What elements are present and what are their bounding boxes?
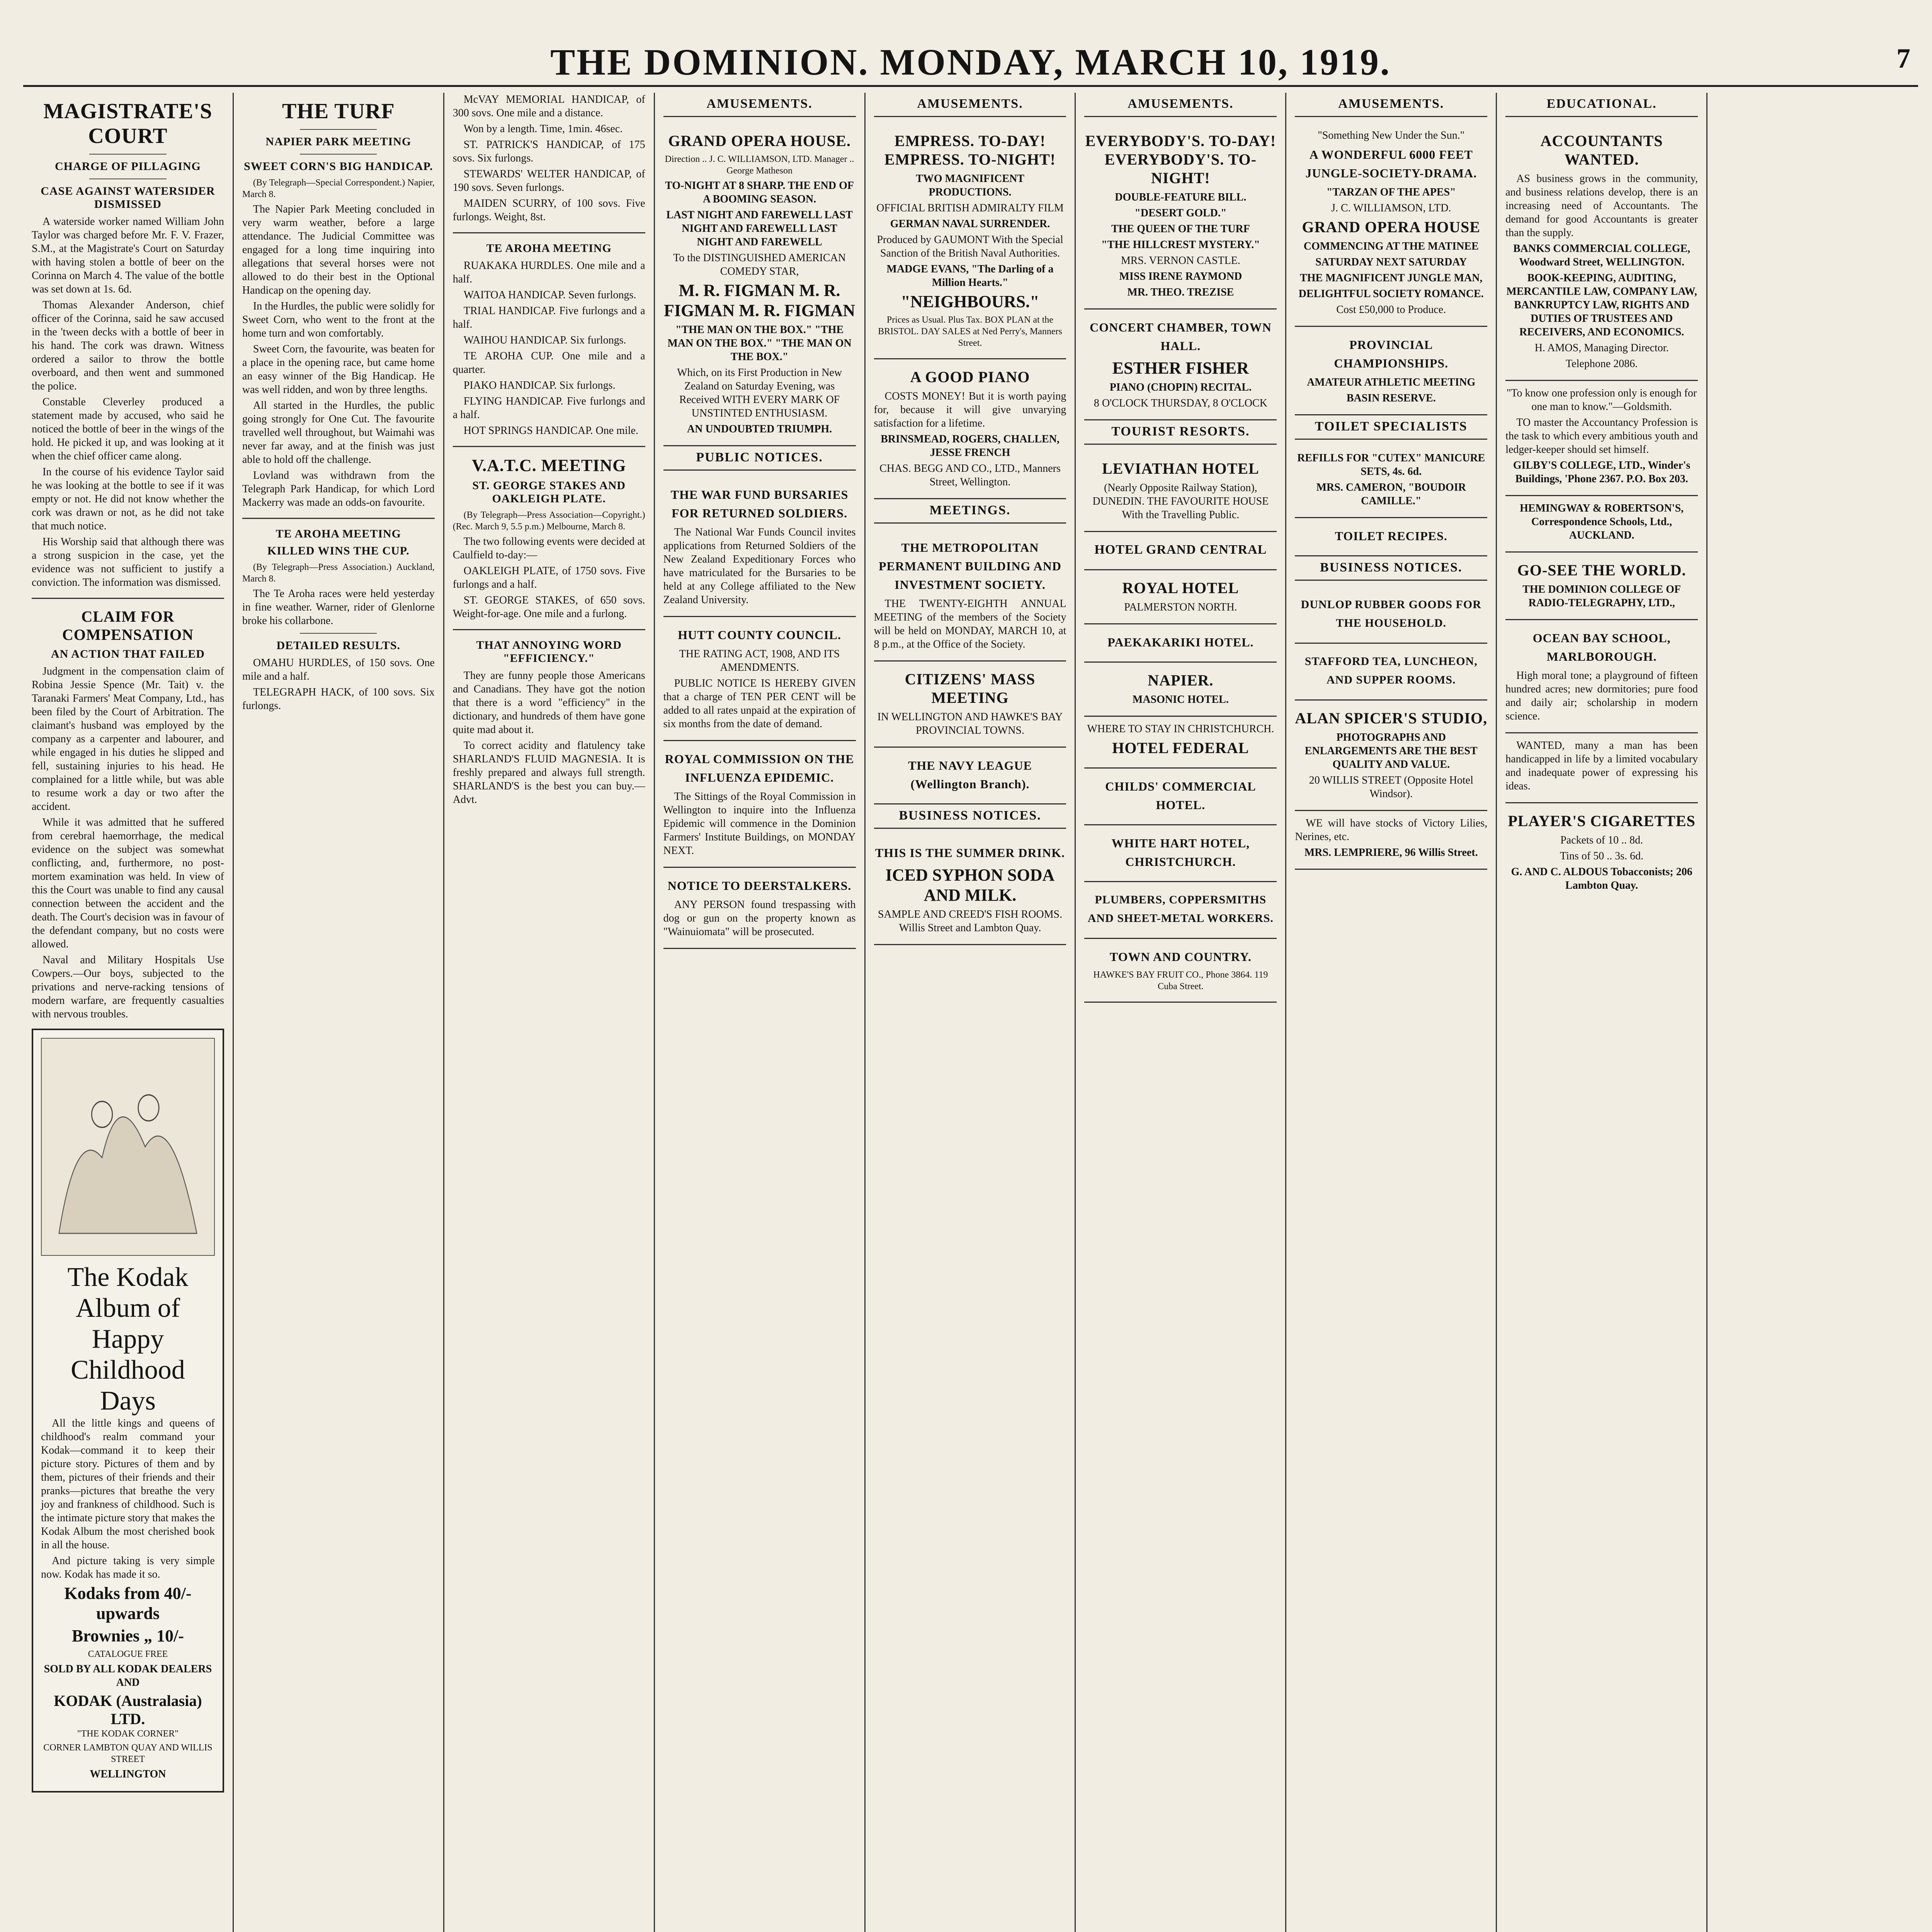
ad-title: EMPRESS. TO-DAY! EMPRESS. TO-NIGHT! (884, 132, 1056, 168)
kodak-price: Brownies „ 10/- (71, 1626, 184, 1645)
masthead (23, 39, 1918, 87)
ad-text: SATURDAY NEXT SATURDAY (1315, 256, 1467, 268)
ad-text: PHOTOGRAPHS AND ENLARGEMENTS ARE THE BEST QUALITY AND VALUE. (1304, 731, 1478, 770)
race-result: MAIDEN SCURRY, of 100 sovs. Five furlongs. Weight, 8st. (452, 197, 645, 223)
ad-text: 20 WILLIS STREET (Opposite Hotel Windsor). (1309, 774, 1473, 800)
ad-title: OCEAN BAY SCHOOL, MARLBOROUGH. (1532, 631, 1671, 663)
race-result: ST. GEORGE STAKES, of 650 sovs. Weight-for-age. One mile and a furlong. (452, 594, 645, 620)
column-6 (1076, 93, 1286, 1932)
article-paragraph: His Worship said that although there was a strong suspicion in the case, yet the evidence was not sufficient to justify a conviction. The information was dismissed. (32, 536, 224, 588)
ad-text: THE MAGNIFICENT JUNGLE MAN, (1300, 272, 1483, 284)
ad-text: MRS. LEMPRIERE, 96 Willis Street. (1304, 847, 1478, 859)
ad-title: TOILET RECIPES. (1335, 529, 1447, 543)
article-byline: (By Telegraph—Press Association.) Auckland, March 8. (242, 562, 435, 584)
radio-college-ad (1505, 553, 1698, 620)
ad-text: GILBY'S COLLEGE, LTD., Winder's Buildings, 'Phone 2367. P.O. Box 203. (1513, 459, 1690, 485)
column-2 (234, 93, 444, 1932)
ad-title: CHILDS' COMMERCIAL HOTEL. (1105, 779, 1256, 812)
divider (89, 154, 166, 155)
ad-text: DOUBLE-FEATURE BILL. (1115, 191, 1247, 203)
ad-title: THE METROPOLITAN PERMANENT BUILDING AND INVESTMENT SOCIETY. (878, 541, 1061, 592)
ad-text: J. C. WILLIAMSON, LTD. (1331, 202, 1451, 214)
ad-title: THIS IS THE SUMMER DRINK. (875, 846, 1065, 860)
ad-text: "TARZAN OF THE APES" (1326, 186, 1456, 198)
article-headline-claim: CLAIM FOR COMPENSATION (62, 608, 194, 643)
article-paragraph: All started in the Hurdles, the public going strongly for One Cut. The favourite travelled well throughout, but Waimahi was never far away, and at the finish was just able to hold off the challenge. (242, 400, 435, 466)
article-paragraph: In the Hurdles, the public were solidly for Sweet Corn, who went to the front at the home turn and won comfortably. (242, 300, 435, 339)
race-result: TRIAL HANDICAP. Five furlongs and a half. (452, 305, 645, 330)
article-paragraph: Naval and Military Hospitals Use Cowpers.—Our boys, subjected to the privations and nerve-racking tensions of modern warfare, are frequently casualties with nervous troubles. (32, 954, 224, 1020)
ad-text: COMMENCING AT THE MATINEE (1303, 240, 1479, 252)
ad-text: Direction .. J. C. WILLIAMSON, LTD. Manager .. George Matheson (665, 154, 854, 176)
article-paragraph: The two following events were decided at Caulfield to-day:— (452, 536, 645, 561)
ad-title: GRAND OPERA HOUSE (1302, 218, 1481, 236)
ad-text: PALMERSTON NORTH. (1124, 601, 1237, 613)
article-paragraph: While it was admitted that he suffered from cerebral haemorrhage, the medical evidence on the subject was somewhat conflicting, and, furthermore, no post-mortem examination was held. In view of this the Court was unable to find any causal connection between the accident and the death. The Court's decision was in favour of the defendant company, but no costs were allowed. (32, 816, 224, 950)
ad-text: "Something New Under the Sun." (1318, 129, 1465, 141)
ad-text: MASONIC HOTEL. (1132, 694, 1229, 706)
column-7 (1286, 93, 1497, 1932)
race-result: RUAKAKA HURDLES. One mile and a half. (452, 260, 645, 285)
ad-text: The Sittings of the Royal Commission in Wellington to inquire into the Influenza Epidemic will commence in the Dominion Farmers' Institute Buildings, on MONDAY NEXT. (663, 791, 856, 857)
ad-text: PUBLIC NOTICE IS HEREBY GIVEN that a charge of TEN PER CENT will be added to all rates unpaid at the expiration of six months from the date of demand. (663, 677, 856, 730)
section-header-toilet-specialists: TOILET SPECIALISTS (1295, 415, 1487, 440)
ad-text: WANTED, many a man has been handicapped in life by a limited vocabulary and inadequate power of expressing his ideas. (1505, 740, 1698, 792)
vocabulary-ad (1505, 733, 1698, 803)
ad-title: A GOOD PIANO (910, 368, 1030, 386)
divider (453, 446, 645, 447)
column-3 (444, 93, 655, 1932)
ad-text: Prices as Usual. Plus Tax. BOX PLAN at the BRISTOL. DAY SALES at Ned Perry's, Manners Street. (878, 315, 1062, 348)
ad-text: HEMINGWAY & ROBERTSON'S, Correspondence Schools, Ltd., AUCKLAND. (1520, 502, 1684, 541)
article-paragraph: Sweet Corn, the favourite, was beaten for a place in the opening race, but came home an easy winner of the Big Handicap. He was well ridden, and won by three lengths. (242, 343, 435, 396)
article-headline-te-aroha: TE AROHA MEETING (486, 242, 612, 255)
ad-text: WHERE TO STAY IN CHRISTCHURCH. (1087, 723, 1274, 735)
ad-text: BASIN RESERVE. (1346, 392, 1436, 404)
ad-text: DELIGHTFUL SOCIETY ROMANCE. (1298, 288, 1484, 300)
ad-title: ALAN SPICER'S STUDIO, (1295, 709, 1488, 727)
concert-chamber-ad (1084, 310, 1277, 420)
piano-ad (874, 359, 1066, 499)
article-subhead: NAPIER PARK MEETING (265, 135, 412, 148)
article-paragraph: Lovland was withdrawn from the Telegraph Park Handicap, for which Lord Mackerry was made an odds-on favourite. (242, 469, 435, 509)
column-1 (23, 93, 234, 1932)
hotel-ad-paekakariki (1084, 624, 1277, 663)
hotel-ad-childs (1084, 769, 1277, 825)
gilbys-ad (1505, 381, 1698, 496)
article-subhead: DETAILED RESULTS. (276, 639, 401, 652)
article-paragraph: They are funny people those Americans and Canadians. They have got the notion that there is a word "efficiency" in the dictionary, and hundreds of them have gone quite mad about it. (452, 670, 645, 736)
ad-text: BANKS COMMERCIAL COLLEGE, Woodward Street, WELLINGTON. (1513, 243, 1690, 268)
ad-text: "THE HILLCREST MYSTERY." (1101, 239, 1260, 251)
advertisement-text: To correct acidity and flatulency take SHARLAND'S FLUID MAGNESIA. It is freshly prepared and always full strength. SHARLAND'S is the best you can buy.—Advt. (452, 740, 645, 806)
children-illustration-icon (42, 1039, 214, 1255)
empress-ad (874, 123, 1066, 359)
section-header-meetings: MEETINGS. (874, 499, 1066, 524)
dunlop-ad (1295, 587, 1487, 644)
ad-text: OFFICIAL BRITISH ADMIRALTY FILM (876, 202, 1064, 214)
notice-hutt-county (663, 617, 856, 741)
ad-text: ICED SYPHON SODA AND MILK. (885, 866, 1055, 905)
ad-title: GRAND OPERA HOUSE. (668, 132, 851, 150)
section-header-amusements: AMUSEMENTS. (1084, 93, 1277, 117)
article-subhead: SWEET CORN'S BIG HANDICAP. (244, 160, 433, 173)
article-headline-vatc: V.A.T.C. MEETING (471, 456, 626, 475)
article-paragraph: The Te Aroha races were held yesterday in fine weather. Warner, rider of Glenlorne broke his collarbone. (242, 588, 435, 627)
column-grid (23, 93, 1918, 1932)
article-paragraph: A waterside worker named William John Taylor was charged before Mr. F. V. Frazer, S.M., at the Magistrate's Court on Saturday with having stolen a bottle of beer on the Corinna on March 4. The value of the bottle was set down at 1s. 6d. (32, 216, 224, 295)
grand-opera-house-ad (663, 123, 856, 446)
ad-text: CHAS. BEGG AND CO., LTD., Manners Street, Wellington. (879, 463, 1061, 488)
column-5 (866, 93, 1076, 1932)
ad-text: MRS. VERNON CASTLE. (1121, 255, 1240, 267)
ad-text: BRINSMEAD, ROGERS, CHALLEN, JESSE FRENCH (881, 433, 1060, 459)
article-subhead: ST. GEORGE STAKES AND OAKLEIGH PLATE. (472, 479, 626, 505)
meeting-building-society (874, 530, 1066, 662)
divider (453, 232, 645, 233)
ad-title: HUTT COUNTY COUNCIL. (678, 628, 841, 642)
summer-drink-ad (874, 835, 1066, 945)
race-result: PIAKO HANDICAP. Six furlongs. (463, 379, 616, 391)
article-headline-turf: THE TURF (282, 99, 395, 123)
ad-text: High moral tone; a playground of fifteen hundred acres; new dormitories; pure food and daily air; scholarship in modern science. (1505, 670, 1698, 722)
ad-text: TO master the Accountancy Profession is the task to which every ambitious youth and ledger-keeper should set himself. (1505, 417, 1698, 456)
hotel-ad-federal (1084, 717, 1277, 769)
ad-title: HOTEL FEDERAL (1112, 739, 1249, 757)
notice-royal-commission (663, 741, 856, 868)
section-header-amusements: AMUSEMENTS. (663, 93, 856, 117)
spicer-studio-ad (1295, 701, 1487, 811)
article-paragraph: In the course of his evidence Taylor said he was looking at the bottle to see if it was empty or not. He did not know whether the cork was drawn or not, as he did not take that much notice. (32, 466, 224, 532)
ad-title: ACCOUNTANTS WANTED. (1540, 132, 1663, 168)
kodak-advertisement (32, 1029, 224, 1793)
toilet-recipes-ad (1295, 518, 1487, 556)
race-result: FLYING HANDICAP. Five furlongs and a half. (452, 395, 645, 421)
ad-text: G. AND C. ALDOUS Tobacconists; 206 Lambton Quay. (1511, 866, 1692, 891)
article-paragraph: Judgment in the compensation claim of Robina Jessie Spence (Mr. Tait) v. the Taranaki Farmers' Meat Company, Ltd., has been filed by the Court of Arbitration. The claimant's husband was employed by the company as a carpenter and labourer, and while engaged in his duties he slipped and fell, sustaining injuries to his head. He complained for a little while, but was able to resume work a day or two after the accident. (32, 665, 224, 813)
race-result: WAIHOU HANDICAP. Six furlongs. (463, 334, 626, 346)
ad-text: AMATEUR ATHLETIC MEETING (1307, 376, 1476, 388)
ad-text: The National War Funds Council invites applications from Returned Soldiers of the New Zealand Expeditionary Forces who have matriculated for the Bursaries to be held at any College affiliated to the New Zealand University. (663, 526, 856, 606)
race-result: Won by a length. Time, 1min. 46sec. (463, 123, 623, 135)
divider (453, 629, 645, 630)
page-number: 7 (1896, 43, 1910, 74)
divider (300, 154, 377, 155)
ad-text: Produced by GAUMONT With the Special Sanction of the British Naval Authorities. (877, 234, 1063, 259)
ad-text: ESTHER FISHER (1112, 359, 1249, 378)
hemingway-ad (1505, 496, 1698, 553)
ad-text: TWO MAGNIFICENT PRODUCTIONS. (916, 173, 1024, 198)
accountants-ad (1505, 123, 1698, 381)
ad-text: GERMAN NAVAL SURRENDER. (890, 218, 1050, 230)
race-result: TE AROHA CUP. One mile and a quarter. (452, 350, 645, 376)
column-4 (655, 93, 866, 1932)
hotel-ad-leviathan (1084, 451, 1277, 532)
article-paragraph: The Napier Park Meeting concluded in very warm weather, before a large attendance. The Judicial Committee was engaged for a long time inquiring into allegations that several horses were not allowed to do their best in the Optional Handicap on the opening day. (242, 203, 435, 296)
section-header-educational: EDUCATIONAL. (1505, 93, 1698, 117)
ad-title: ROYAL HOTEL (1122, 579, 1239, 597)
ad-title: A WONDERFUL 6000 FEET JUNGLE-SOCIETY-DRAMA. (1305, 148, 1477, 180)
ad-text: MISS IRENE RAYMOND (1119, 270, 1242, 282)
ad-text: HAWKE'S BAY FRUIT CO., Phone 3864. 119 Cuba Street. (1093, 970, 1268, 992)
ad-text: REFILLS FOR "CUTEX" MANICURE SETS, 4s. 6d. (1297, 452, 1485, 478)
race-result: STEWARDS' WELTER HANDICAP, of 190 sovs. Seven furlongs. (452, 168, 645, 194)
athletics-ad (1295, 327, 1487, 415)
divider (242, 518, 435, 519)
kodak-corner: "THE KODAK CORNER" (77, 1729, 179, 1739)
ad-text: MR. THEO. TREZISE (1127, 286, 1234, 298)
race-result: McVAY MEMORIAL HANDICAP, of 300 sovs. One mile and a distance. (452, 94, 645, 119)
ad-title: PROVINCIAL CHAMPIONSHIPS. (1334, 338, 1449, 370)
ad-text: BOOK-KEEPING, AUDITING, MERCANTILE LAW, COMPANY LAW, BANKRUPTCY LAW, RIGHTS AND DUTIES OF TRUSTEES AND RECEIVERS, AND ECONOMICS. (1506, 272, 1697, 338)
ad-text: Cost £50,000 to Produce. (1336, 304, 1446, 316)
ad-title: PAEKAKARIKI HOTEL. (1107, 635, 1254, 649)
divider (32, 598, 224, 599)
article-subhead: AN ACTION THAT FAILED (51, 648, 205, 660)
ad-title: GO-SEE THE WORLD. (1517, 561, 1686, 579)
hotel-ad-grand-central (1084, 532, 1277, 570)
section-header-amusements: AMUSEMENTS. (874, 93, 1066, 117)
ad-text: COSTS MONEY! But it is worth paying for, because it will give unvarying satisfaction for a lifetime. (874, 390, 1066, 429)
kodak-headline: The Kodak Album of Happy Childhood Days (67, 1262, 189, 1416)
ad-text: (Nearly Opposite Railway Station), DUNEDIN. THE FAVOURITE HOUSE With the Travelling Public. (1092, 482, 1269, 521)
ad-title: ROYAL COMMISSION ON THE INFLUENZA EPIDEMIC. (665, 752, 854, 784)
ad-text: ANY PERSON found trespassing with dog or gun on the property known as "Wainuiomata" will be prosecuted. (663, 899, 856, 938)
ad-text: TO-NIGHT AT 8 SHARP. THE END OF A BOOMING SEASON. (665, 180, 854, 205)
race-result: WAITOA HANDICAP. Seven furlongs. (463, 289, 636, 301)
ad-title: CITIZENS' MASS MEETING (905, 670, 1036, 706)
kodak-catalogue: CATALOGUE FREE (88, 1649, 168, 1659)
meeting-navy-league (874, 748, 1066, 804)
ad-title: EVERYBODY'S. TO-DAY! EVERYBODY'S. TO-NIGHT! (1085, 132, 1276, 187)
ad-text: THE TWENTY-EIGHTH ANNUAL MEETING of the members of the Society will be held on MONDAY, MARCH 10, at 8 p.m., at the Office of the Society. (874, 598, 1066, 650)
article-byline: (By Telegraph—Press Association—Copyright.) (Rec. March 9, 5.5 p.m.) Melbourne, March 8. (452, 510, 645, 532)
ad-title: LEVIATHAN HOTEL (1102, 460, 1259, 477)
ad-text: M. R. FIGMAN M. R. FIGMAN M. R. FIGMAN (664, 281, 855, 320)
article-paragraph: Thomas Alexander Anderson, chief officer of the Corinna, said he saw accused in the 'tween decks with a bottle of beer in his hand. The cork was drawn. Witness ordered a sailor to throw the bottle overboard, and then went and summoned the police. (32, 299, 224, 392)
ad-title: NAPIER. (1148, 672, 1214, 689)
ad-text: "NEIGHBOURS." (901, 292, 1039, 311)
ad-text: MADGE EVANS, "The Darling of a Million Hearts." (886, 263, 1054, 289)
ad-title: TOWN AND COUNTRY. (1109, 950, 1252, 964)
ad-title: THE NAVY LEAGUE (Wellington Branch). (908, 759, 1032, 791)
ad-text: PIANO (CHOPIN) RECITAL. (1109, 381, 1252, 393)
section-header-amusements: AMUSEMENTS. (1295, 93, 1487, 117)
ad-title: THE WAR FUND BURSARIES FOR RETURNED SOLDIERS. (670, 488, 849, 520)
ad-title: PLAYER'S CIGARETTES (1508, 812, 1696, 830)
players-cigarettes-ad (1505, 803, 1698, 901)
ad-title: CONCERT CHAMBER, TOWN HALL. (1090, 320, 1272, 353)
ad-text: THE DOMINION COLLEGE OF RADIO-TELEGRAPHY, LTD., (1522, 583, 1681, 609)
plumbers-ad (1084, 882, 1277, 939)
section-header-public-notices: PUBLIC NOTICES. (663, 446, 856, 471)
ad-text: H. AMOS, Managing Director. (1534, 342, 1669, 354)
article-headline-te-aroha: TE AROHA MEETING (276, 527, 401, 540)
ad-text: "THE MAN ON THE BOX." "THE MAN ON THE BOX." "THE MAN ON THE BOX." (667, 324, 852, 363)
florist-ad (1295, 811, 1487, 870)
race-result: OMAHU HURDLES, of 150 sovs. One mile and a half. (242, 657, 435, 682)
ad-text: Tins of 50 .. 3s. 6d. (1560, 850, 1644, 862)
stafford-ad (1295, 644, 1487, 701)
ad-text: IN WELLINGTON AND HAWKE'S BAY PROVINCIAL TOWNS. (877, 711, 1063, 736)
column-8 (1497, 93, 1708, 1932)
ad-title: PLUMBERS, COPPERSMITHS AND SHEET-METAL WORKERS. (1087, 893, 1274, 925)
race-result: ST. PATRICK'S HANDICAP, of 175 sovs. Six furlongs. (452, 139, 645, 164)
article-subhead: CHARGE OF PILLAGING (54, 160, 201, 173)
article-subhead: CASE AGAINST WATERSIDER DISMISSED (41, 185, 215, 211)
section-header-business-notices: BUSINESS NOTICES. (874, 804, 1066, 829)
kodak-address: CORNER LAMBTON QUAY AND WILLIS STREET (43, 1743, 213, 1764)
ad-title: WHITE HART HOTEL, CHRISTCHURCH. (1111, 836, 1250, 869)
kodak-price: Kodaks from 40/- upwards (64, 1584, 192, 1623)
ad-text: AS business grows in the community, and business relations develop, there is an increasing need of Accountants. The demand for good Accountants is greater than the supply. (1505, 173, 1698, 239)
divider (300, 633, 377, 634)
ad-text: THE QUEEN OF THE TURF (1111, 223, 1250, 235)
ad-text: MRS. CAMERON, "BOUDOIR CAMILLE." (1316, 481, 1466, 507)
ad-text: "To know one profession only is enough for one man to know."—Goldsmith. (1506, 387, 1697, 413)
hotel-ad-royal (1084, 570, 1277, 624)
ad-text: LAST NIGHT AND FAREWELL LAST NIGHT AND FAREWELL LAST NIGHT AND FAREWELL (666, 209, 853, 248)
ad-text: THE RATING ACT, 1908, AND ITS AMENDMENTS. (679, 648, 840, 673)
column-9 (1708, 93, 1918, 1932)
masthead-title: THE DOMINION. MONDAY, MARCH 10, 1919. (550, 41, 1391, 83)
ad-title: STAFFORD TEA, LUNCHEON, AND SUPPER ROOMS. (1304, 655, 1478, 686)
ad-text: Packets of 10 .. 8d. (1560, 834, 1643, 846)
article-headline-efficiency: THAT ANNOYING WORD "EFFICIENCY." (476, 639, 622, 665)
ad-title: HOTEL GRAND CENTRAL (1094, 543, 1267, 557)
kodak-company: KODAK (Australasia) LTD. (54, 1692, 202, 1728)
ad-title: NOTICE TO DEERSTALKERS. (667, 879, 852, 893)
race-result: OAKLEIGH PLATE, of 1750 sovs. Five furlongs and a half. (452, 565, 645, 590)
everybodys-ad (1084, 123, 1277, 310)
article-byline: (By Telegraph—Special Correspondent.) Napier, March 8. (242, 178, 435, 199)
race-result: TELEGRAPH HACK, of 100 sovs. Six furlongs. (242, 686, 435, 712)
notice-war-funds (663, 477, 856, 617)
ad-text: 8 O'CLOCK THURSDAY, 8 O'CLOCK (1094, 397, 1267, 409)
kodak-city: WELLINGTON (90, 1768, 166, 1780)
ad-text: WE will have stocks of Victory Lilies, Nerines, etc. (1295, 817, 1488, 843)
section-header-tourist-resorts: TOURIST RESORTS. (1084, 420, 1277, 445)
ad-text: SAMPLE AND CREED'S FISH ROOMS. Willis Street and Lambton Quay. (878, 908, 1063, 934)
ad-text: "DESERT GOLD." (1134, 207, 1227, 219)
kodak-dealers: SOLD BY ALL KODAK DEALERS AND (44, 1663, 212, 1689)
article-subhead: KILLED WINS THE CUP. (267, 544, 410, 557)
cutex-ad (1295, 446, 1487, 518)
section-header-business-notices: BUSINESS NOTICES. (1295, 556, 1487, 581)
ad-title: DUNLOP RUBBER GOODS FOR THE HOUSEHOLD. (1301, 598, 1481, 629)
fruit-ad (1084, 939, 1277, 1003)
kodak-body: All the little kings and queens of childhood's realm command your Kodak—command it to keep their picture story. Pictures of them and by them, pictures of their friends and their pranks—pictures that breathe the very joy and frankness of childhood. Such is the intimate picture story that makes the Kodak Album the most cherished book in all the house. (41, 1417, 215, 1551)
ad-text: AN UNDOUBTED TRIUMPH. (687, 423, 832, 435)
meeting-citizens (874, 662, 1066, 748)
ad-text: To the DISTINGUISHED AMERICAN COMEDY STAR, (673, 252, 846, 277)
article-headline-magistrates-court: MAGISTRATE'S COURT (43, 99, 213, 148)
kodak-body: And picture taking is very simple now. Kodak has made it so. (41, 1555, 215, 1580)
hotel-ad-white-hart (1084, 825, 1277, 882)
ad-text: Telephone 2086. (1566, 358, 1638, 370)
divider (300, 129, 377, 130)
ocean-bay-ad (1505, 620, 1698, 733)
tarzan-ad (1295, 123, 1487, 327)
hotel-ad-napier (1084, 663, 1277, 717)
race-result: HOT SPRINGS HANDICAP. One mile. (463, 425, 638, 437)
ad-text: Which, on its First Production in New Zealand on Saturday Evening, was Received WITH EVERY MARK OF UNSTINTED ENTHUSIASM. (677, 367, 842, 419)
notice-deerstalkers (663, 868, 856, 949)
kodak-illustration (41, 1038, 215, 1256)
article-paragraph: Constable Cleverley produced a statement made by accused, who said he noticed the bottle of beer in the wings of the hold. He picked it up, and was looking at it when the chief officer came along. (32, 396, 224, 462)
